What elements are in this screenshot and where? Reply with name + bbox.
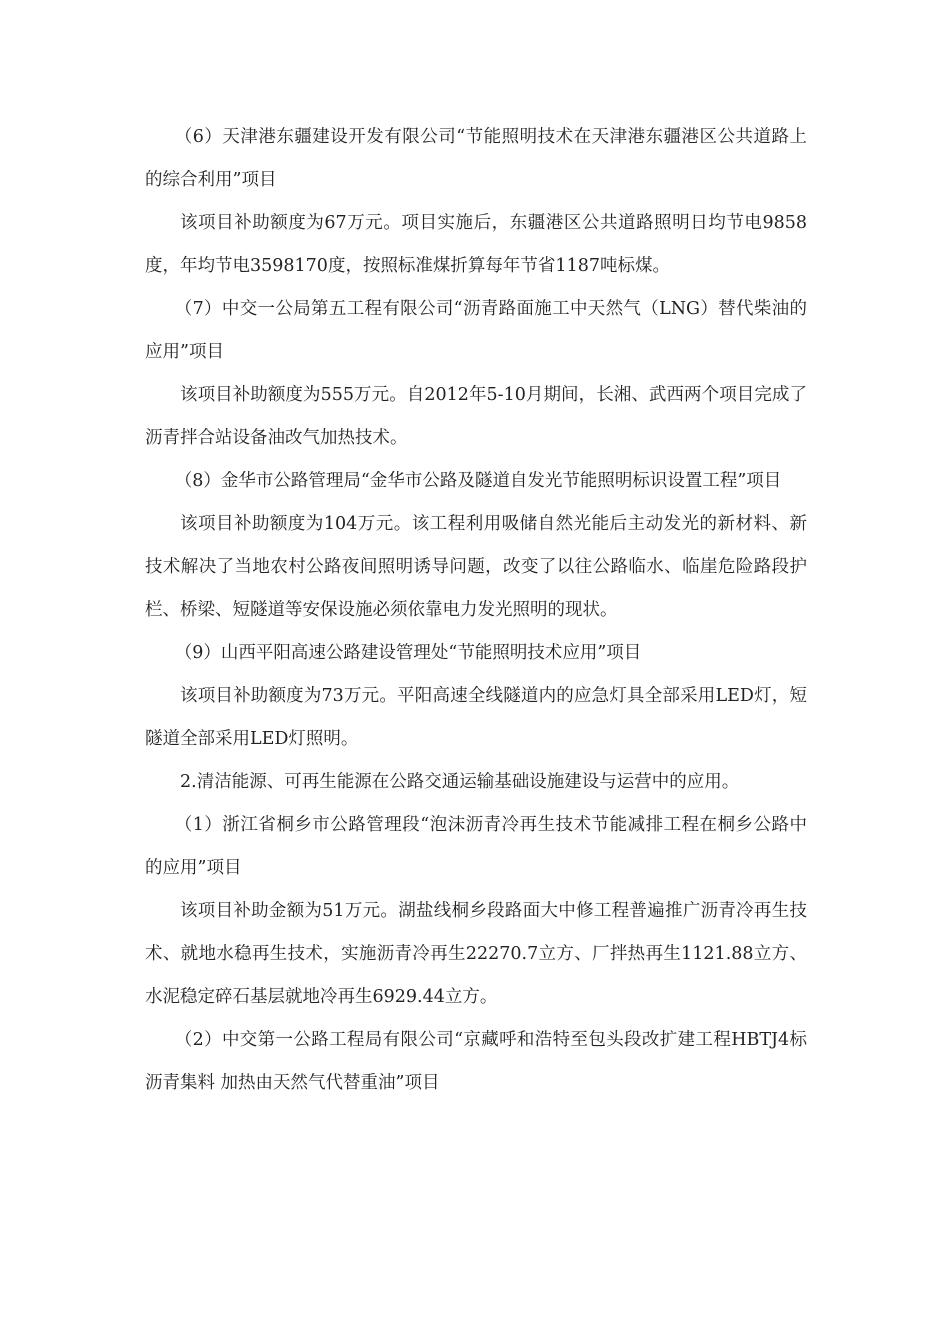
project-heading-2-1: （1）浙江省桐乡市公路管理段“泡沫沥青冷再生技术节能减排工程在桐乡公路中的应用”项目: [145, 815, 807, 878]
project-description-2-1: 该项目补助金额为51万元。湖盐线桐乡段路面大中修工程普遍推广沥青冷再生技术、就地水稳再生技术，实施沥青冷再生22270.7立方、厂拌热再生1121.88立方、水泥稳定碎石基层就地冷再生6929.44立方。: [145, 901, 807, 1007]
project-heading-6: （6）天津港东疆建设开发有限公司“节能照明技术在天津港东疆港区公共道路上的综合利用”项目: [145, 127, 807, 190]
project-description-8: 该项目补助额度为104万元。该工程利用吸储自然光能后主动发光的新材料、新技术解决了当地农村公路夜间照明诱导问题，改变了以往公路临水、临崖危险路段护栏、桥梁、短隧道等安保设施必须依靠电力发光照明的现状。: [145, 514, 807, 620]
section-heading-2: 2.清洁能源、可再生能源在公路交通运输基础设施建设与运营中的应用。: [180, 772, 740, 792]
project-description-9: 该项目补助额度为73万元。平阳高速全线隧道内的应急灯具全部采用LED灯，短隧道全部采用LED灯照明。: [145, 686, 807, 749]
project-heading-8: （8）金华市公路管理局“金华市公路及隧道自发光节能照明标识设置工程”项目: [174, 471, 782, 491]
project-heading-7: （7）中交一公局第五工程有限公司“沥青路面施工中天然气（LNG）替代柴油的应用”项目: [145, 299, 807, 362]
document-body: [145, 116, 807, 1105]
project-description-6: 该项目补助额度为67万元。项目实施后，东疆港区公共道路照明日均节电9858度，年均节电3598170度，按照标准煤折算每年节省1187吨标煤。: [145, 213, 807, 276]
project-description-7: 该项目补助额度为555万元。自2012年5-10月期间，长湘、武西两个项目完成了沥青拌合站设备油改气加热技术。: [145, 385, 807, 448]
project-heading-2-2: （2）中交第一公路工程局有限公司“京藏呼和浩特至包头段改扩建工程HBTJ4标沥青集料 加热由天然气代替重油”项目: [145, 1030, 807, 1093]
project-heading-9: （9）山西平阳高速公路建设管理处“节能照明技术应用”项目: [174, 643, 642, 663]
